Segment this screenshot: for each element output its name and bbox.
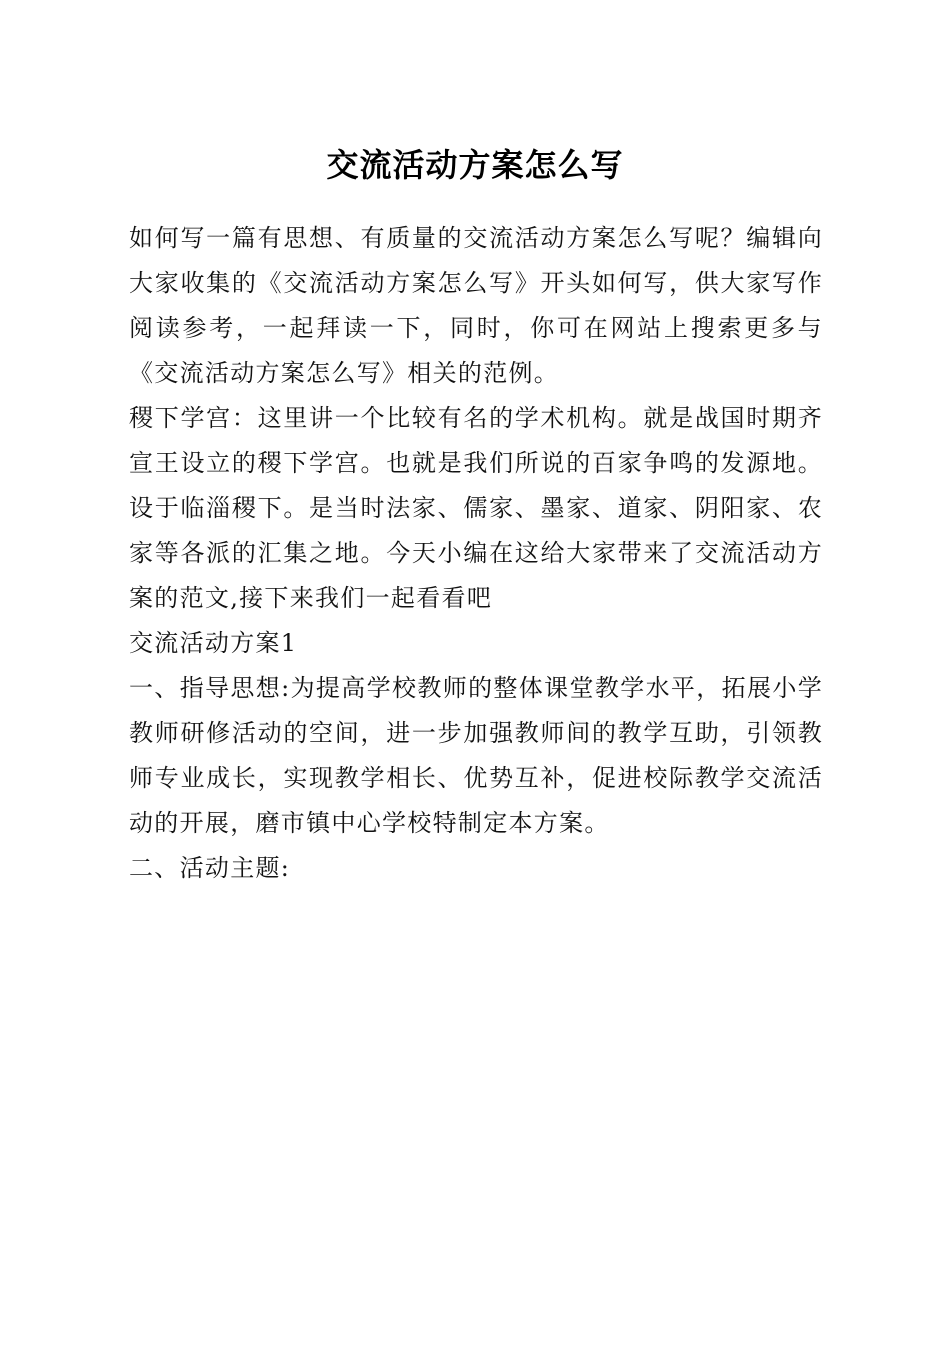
document-title: 交流活动方案怎么写 (326, 146, 624, 184)
background-paragraph: 稷下学宫：这里讲一个比较有名的学术机构。就是战国时期齐宣王设立的稷下学宫。也就是我们所说的百家争鸣的发源地。设于临淄稷下。是当时法家、儒家、墨家、道家、阴阳家、农家等各派的汇集之地。今天小编在这给大家带来了交流活动方案的范文,接下来我们一起看看吧 (129, 404, 823, 612)
guiding-principle-paragraph: 一、指导思想:为提高学校教师的整体课堂教学水平，拓展小学教师研修活动的空间，进一步加强教师间的教学互助，引领教师专业成长，实现教学相长、优势互补，促进校际教学交流活动的开展，磨市镇中心学校特制定本方案。 (129, 674, 823, 837)
section-heading: 交流活动方案1 (129, 629, 298, 657)
document-body (129, 216, 823, 891)
activity-theme-heading: 二、活动主题: (129, 854, 291, 882)
intro-paragraph: 如何写一篇有思想、有质量的交流活动方案怎么写呢？编辑向大家收集的《交流活动方案怎么写》开头如何写，供大家写作阅读参考，一起拜读一下，同时，你可在网站上搜索更多与《交流活动方案怎么写》相关的范例。 (129, 224, 823, 387)
